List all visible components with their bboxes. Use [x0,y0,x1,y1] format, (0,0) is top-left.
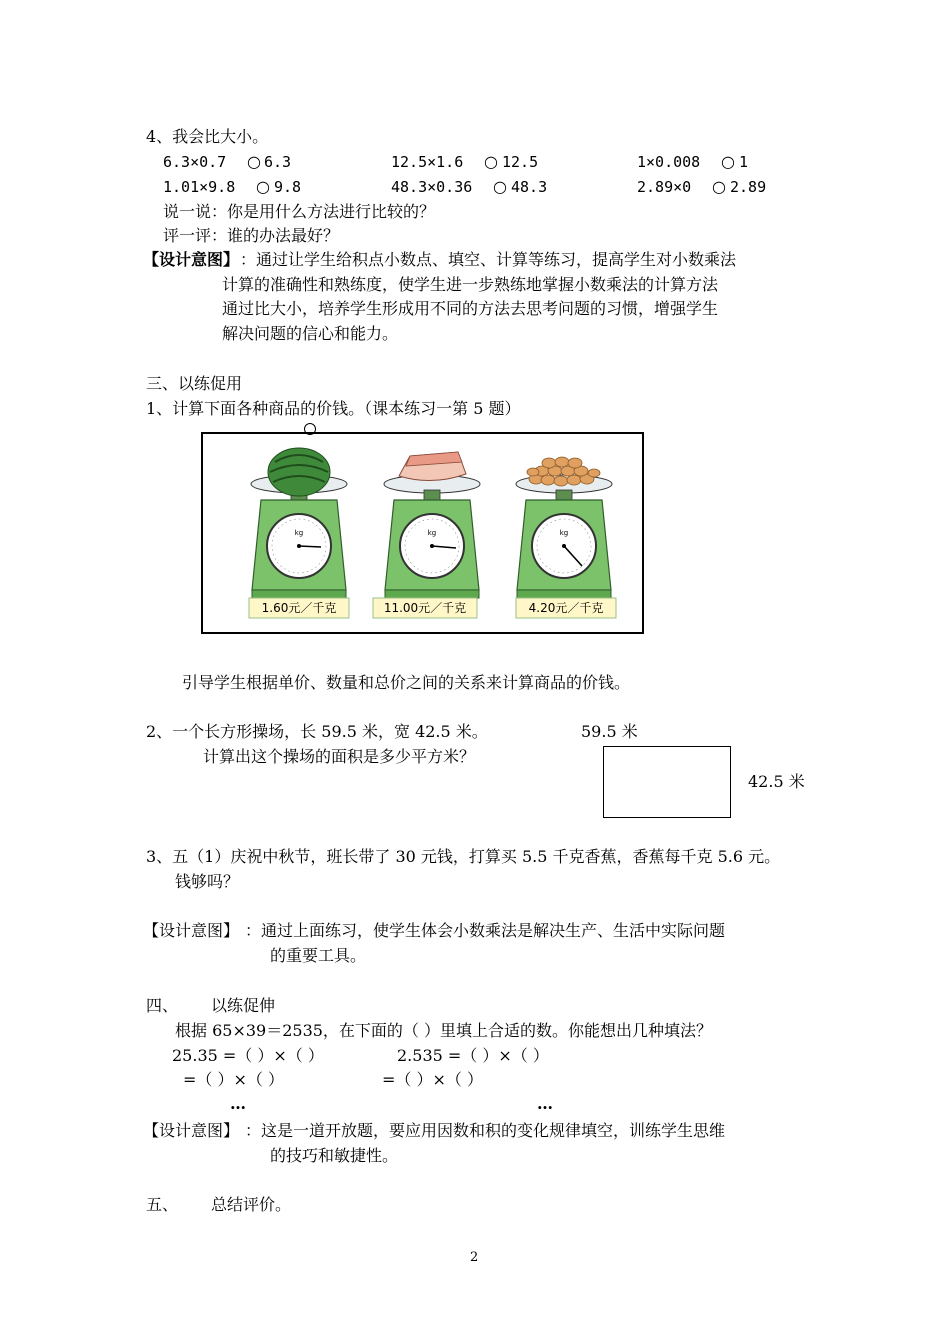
question-2: 2、一个长方形操场，长 59.5 米，宽 42.5 米。 [146,722,488,741]
compare-expr: 1×0.008 [637,153,701,171]
equation: =（ ）×（ ） [382,1070,483,1089]
page-number: 2 [470,1250,479,1265]
design-intent-text: 计算的准确性和熟练度，使学生进一步熟练地掌握小数乘法的计算方法 [222,275,719,294]
equation: =（ ）×（ ） [183,1070,284,1089]
design-intent-label: 【设计意图】 [143,250,240,269]
width-label: 42.5 米 [748,772,805,791]
scale-watermelon [251,448,347,598]
design-intent-text: 的重要工具。 [270,946,367,965]
design-intent-text: 的技巧和敏捷性。 [270,1146,399,1165]
equation: 2.535 =（ ）×（ ） [397,1046,549,1065]
question-2-sub: 计算出这个操场的面积是多少平方米？ [203,747,476,766]
ellipsis: … [537,1094,553,1113]
compare-circle-icon: ○ [484,152,498,171]
design-intent-text: 解决问题的信心和能力。 [222,324,399,343]
question-3: 3、五（1）庆祝中秋节，班长带了 30 元钱，打算买 5.5 千克香蕉，香蕉每千克 5.6 元。 [146,847,781,866]
design-intent-text: ：这是一道开放题，要应用因数和积的变化规律填空，训练学生思维 [245,1121,726,1140]
compare-value: 48.3 [511,178,548,196]
discussion-prompt: 说一说：你是用什么方法进行比较的？ [163,202,436,221]
section-heading: 以练促伸 [211,996,276,1015]
compare-value: 12.5 [502,153,539,171]
fill-in-prompt: 根据 65×39＝2535，在下面的（ ）里填上合适的数。你能想出几种填法？ [175,1021,713,1040]
design-intent-label: 【设计意图】 [143,921,240,940]
scales-figure [198,432,644,634]
design-intent-text: 通过比大小，培养学生形成用不同的方法去思考问题的习惯，增强学生 [222,299,719,318]
price-tag: 1.60元／千克 [261,601,337,615]
compare-expr: 12.5×1.6 [391,153,464,171]
compare-expr: 6.3×0.7 [163,153,227,171]
compare-value: 9.8 [274,178,302,196]
section-heading-number: 五、 [146,1195,179,1214]
ellipsis: … [230,1094,246,1113]
compare-expr: 48.3×0.36 [391,178,473,196]
scale-meat [384,452,480,598]
price-tag: 11.00元／千克 [383,601,467,615]
compare-circle-icon: ○ [247,152,261,171]
compare-value: 2.89 [730,178,767,196]
compare-circle-icon: ○ [493,177,507,196]
section-title: 4、我会比大小。 [146,127,269,146]
equation: 25.35 =（ ）×（ ） [172,1046,324,1065]
design-intent-text: ：通过让学生给积点小数点、填空、计算等练习，提高学生对小数乘法 [240,250,737,269]
compare-expr: 1.01×9.8 [163,178,236,196]
length-label: 59.5 米 [581,722,638,741]
guide-text: 引导学生根据单价、数量和总价之间的关系来计算商品的价钱。 [182,673,631,692]
design-intent-text: ：通过上面练习，使学生体会小数乘法是解决生产、生活中实际问题 [245,921,726,940]
compare-value: 1 [739,153,749,171]
section-heading-number: 四、 [146,996,179,1015]
scale-eggs [516,457,612,598]
compare-value: 6.3 [264,153,292,171]
compare-expr: 2.89×0 [637,178,692,196]
compare-circle-icon: ○ [721,152,735,171]
playground-rectangle [603,746,731,818]
evaluation-prompt: 评一评：谁的办法最好？ [163,226,340,245]
question-1: 1、计算下面各种商品的价钱。（课本练习一第 5 题） [146,399,521,418]
price-tag: 4.20元／千克 [528,601,604,615]
compare-circle-icon: ○ [256,177,270,196]
question-3-sub: 钱够吗？ [175,872,240,891]
section-heading: 三、以练促用 [146,374,243,393]
design-intent-label: 【设计意图】 [143,1121,240,1140]
compare-circle-icon: ○ [712,177,726,196]
section-heading: 总结评价。 [211,1195,292,1214]
scales-illustration: kg 1.60元／千克 11.00元／千克 4.20元／千克 [203,434,642,632]
